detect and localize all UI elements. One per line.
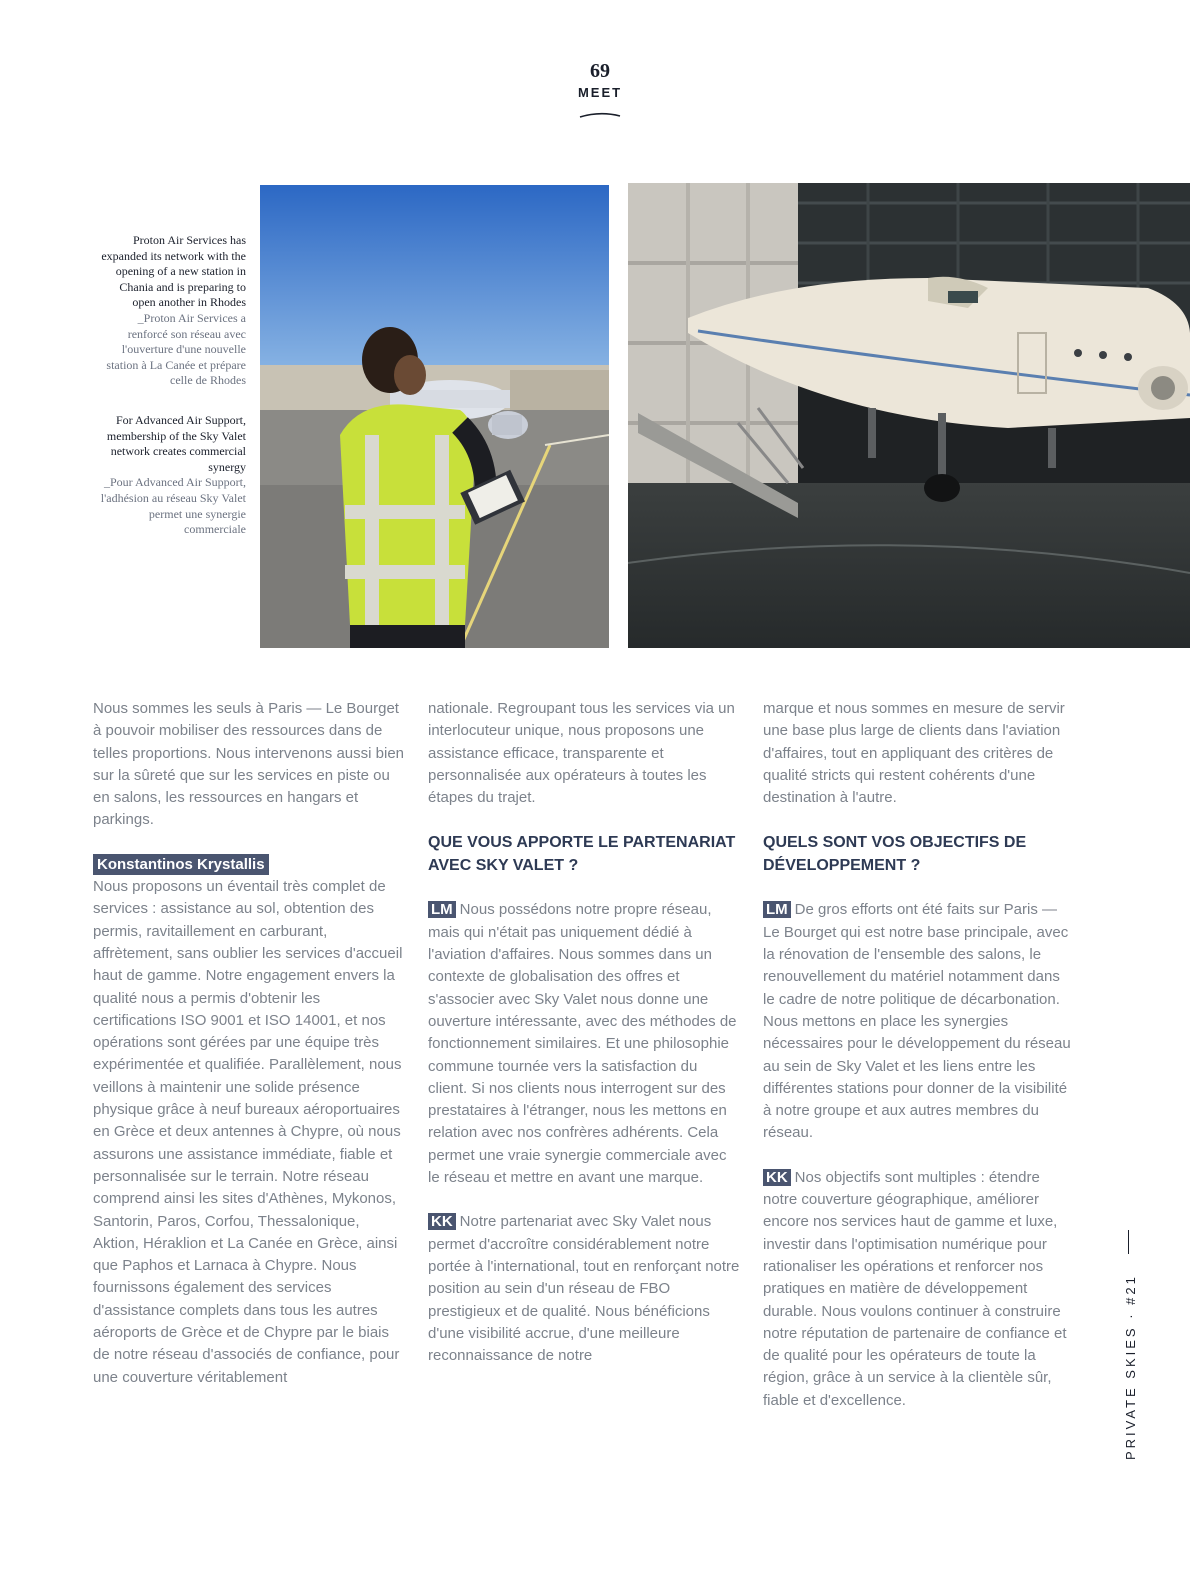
magazine-spine-label bbox=[1116, 1260, 1142, 1460]
section-swoosh-icon bbox=[578, 110, 622, 120]
photo-jet-hangar bbox=[628, 183, 1190, 648]
caption-2-fr: _Pour Advanced Air Support, l'adhésion au réseau Sky Valet permet une synergie commerciale bbox=[100, 475, 246, 537]
interview-question: QUE VOUS APPORTE LE PARTENARIAT AVEC SKY VALET ? bbox=[428, 834, 736, 875]
interview-question: QUELS SONT VOS OBJECTIFS DE DÉVELOPPEMENT ? bbox=[763, 834, 1027, 875]
answer-paragraph bbox=[428, 899, 740, 1189]
speaker-name-tag: Konstantinos Krystallis bbox=[93, 854, 269, 875]
answer-text: De gros efforts ont été faits sur Paris — Le Bourget qui est notre base principale, avec la rénovation de l'ensemble des salons, le renouvellement du matériel notamment dans le cadre de notre politique de décarbonation. Nous mettons en place les synergies nécessaires pour le développement du réseau au sein de Sky Valet et les liens entre les différentes stations pour donner de la visibilité à notre groupe et aux autres membres du réseau. bbox=[763, 901, 1071, 1142]
article-column-1 bbox=[93, 698, 405, 1389]
answer-paragraph: Nous proposons un éventail très complet de services : assistance au sol, obtention des permis, ravitaillement en carburant, affrètement, sans oublier les services d'accueil haut de gamme. Notre engagement envers la qualité nous a permis d'obtenir les certifications ISO 9001 et ISO 14001, et nos opérations sont gérées par une équipe très expérimentée et qualifiée. Parallèlement, nous veillons à maintenir une solide présence physique grâce à neuf bureaux aéroportuaires en Grèce et deux antennes à Chypre, où nous assurons une assistance immédiate, fiable et personnalisée sur le terrain. Notre réseau comprend ainsi les sites d'Athènes, Mykonos, Santorin, Paros, Corfou, Thessalonique, Aktion, Héraklion et La Canée en Grèce, ainsi que Paphos et Larnaca à Chypre. Nous fournissons également des services d'assistance complets dans tous les autres aéroports de Grèce et de Chypre par le biais de notre réseau d'associés de confiance, pour une couverture véritablement bbox=[93, 878, 403, 1386]
page-number: 69 bbox=[590, 60, 610, 82]
caption-2-en: For Advanced Air Support, membership of the Sky Valet network creates commercial synergy bbox=[106, 412, 246, 474]
photo-ground-agent bbox=[260, 185, 609, 648]
page-folio bbox=[0, 60, 1200, 120]
section-title: MEET bbox=[577, 85, 623, 100]
spine-text: PRIVATE SKIES · #21 bbox=[1123, 1274, 1138, 1460]
speaker-initials-tag: KK bbox=[428, 1213, 456, 1230]
article-column-3 bbox=[763, 698, 1075, 1412]
caption-1-en: Proton Air Services has expanded its network with the opening of a new station in Chania and is preparing to open another in Rhodes bbox=[101, 233, 246, 310]
intro-paragraph: Nous sommes les seuls à Paris — Le Bourget à pouvoir mobiliser des ressources dans de telles proportions. Nous intervenons aussi bien sur la sûreté que sur les services en piste ou en salons, les ressources en hangars et parkings. bbox=[93, 700, 405, 829]
spine-rule bbox=[1128, 1230, 1129, 1254]
answer-paragraph bbox=[428, 1211, 740, 1367]
answer-paragraph bbox=[763, 1167, 1075, 1412]
continued-paragraph: nationale. Regroupant tous les services via un interlocuteur unique, nous proposons une assistance efficace, transparente et personnalisée aux opérateurs à toutes les étapes du trajet. bbox=[428, 700, 735, 807]
answer-text: Nos objectifs sont multiples : étendre notre couverture géographique, améliorer encore nos services haut de gamme et luxe, investir dans l'optimisation numérique pour rationaliser les opérations et renforcer nos pratiques en matière de développement durable. Nous voulons continuer à construire notre réputation de partenaire de confiance et de qualité pour les opérateurs de toute la région, grâce à un service à la clientèle sûr, fiable et d'excellence. bbox=[763, 1168, 1067, 1409]
answer-text: Notre partenariat avec Sky Valet nous permet d'accroître considérablement notre portée à l'international, tout en renforçant notre position au sein d'un réseau de FBO prestigieux et de qualité. Nous bénéficions d'une visibilité accrue, d'une meilleure reconnaissance de notre bbox=[428, 1213, 740, 1365]
answer-text: Nous possédons notre propre réseau, mais qui n'était pas uniquement dédié à l'aviation d'affaires. Nous sommes dans un contexte de globalisation des offres et s'associer avec Sky Valet nous donne une ouverture intéressante, avec des méthodes de fonctionnement similaires. Et une philosophie commune tournée vers la satisfaction du client. Si nos clients nous interrogent sur des prestataires à l'étranger, nous les mettons en relation avec nos confrères adhérents. Cela permet une vraie synergie commerciale avec le réseau et mettre en avant une marque. bbox=[428, 901, 737, 1187]
photo-captions bbox=[100, 233, 246, 538]
answer-paragraph bbox=[763, 899, 1075, 1144]
speaker-initials-tag: LM bbox=[763, 901, 791, 918]
caption-1-fr: _Proton Air Services a renforcé son réseau avec l'ouverture d'une nouvelle station à La Canée et prépare celle de Rhodes bbox=[106, 310, 246, 388]
article-column-2 bbox=[428, 698, 740, 1367]
speaker-initials-tag: KK bbox=[763, 1169, 791, 1186]
continued-paragraph: marque et nous sommes en mesure de servir une base plus large de clients dans l'aviation d'affaires, tout en appliquant des critères de qualité stricts qui restent cohérents d'une destination à l'autre. bbox=[763, 700, 1065, 807]
speaker-initials-tag: LM bbox=[428, 901, 456, 918]
